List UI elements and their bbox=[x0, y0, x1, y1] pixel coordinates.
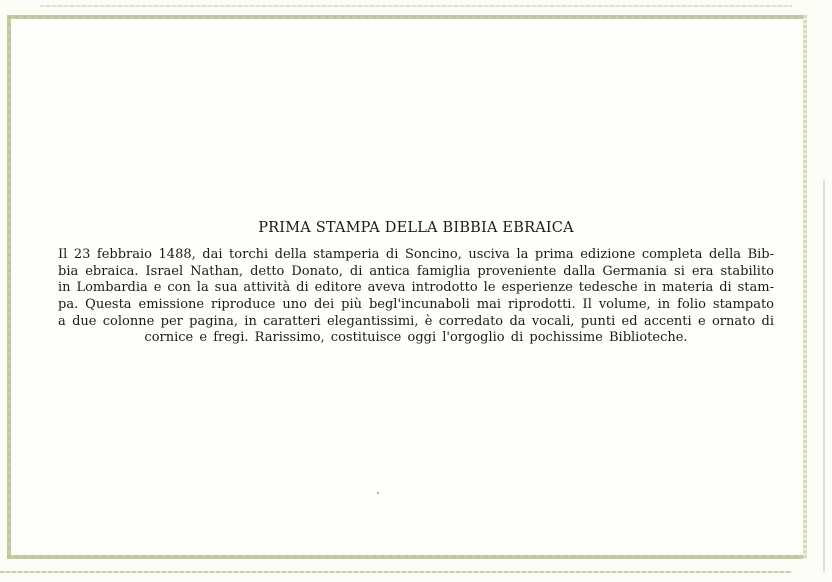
body-line: bia ebraica. Israel Nathan, detto Donato, di antica famiglia proveniente dalla Germania si era stabilito bbox=[58, 263, 774, 279]
document-body bbox=[58, 247, 774, 347]
outer-border-line-right bbox=[823, 180, 825, 572]
body-line: in Lombardia e con la sua attività di editore aveva introdotto le esperienze tedesche in materia di stam- bbox=[58, 280, 774, 296]
body-line: Il 23 febbraio 1488, dai torchi della stamperia di Soncino, usciva la prima edizione completa della Bib- bbox=[58, 247, 774, 262]
body-line: pa. Questa emissione riproduce uno dei più begl'incunaboli mai riprodotti. Il volume, in folio stampato bbox=[58, 297, 774, 313]
paper-speck bbox=[377, 492, 379, 494]
body-line-last: cornice e fregi. Rarissimo, costituisce oggi l'orgoglio di pochissime Biblioteche. bbox=[144, 330, 688, 346]
outer-border-line-top bbox=[40, 5, 792, 7]
body-line: a due colonne per pagina, in caratteri elegantissimi, è corredato da vocali, punti ed accenti e ornato di bbox=[58, 313, 774, 329]
outer-border-line-bottom bbox=[0, 571, 792, 573]
document-title: PRIMA STAMPA DELLA BIBBIA EBRAICA bbox=[258, 220, 574, 236]
frame-right-edge bbox=[803, 15, 807, 559]
